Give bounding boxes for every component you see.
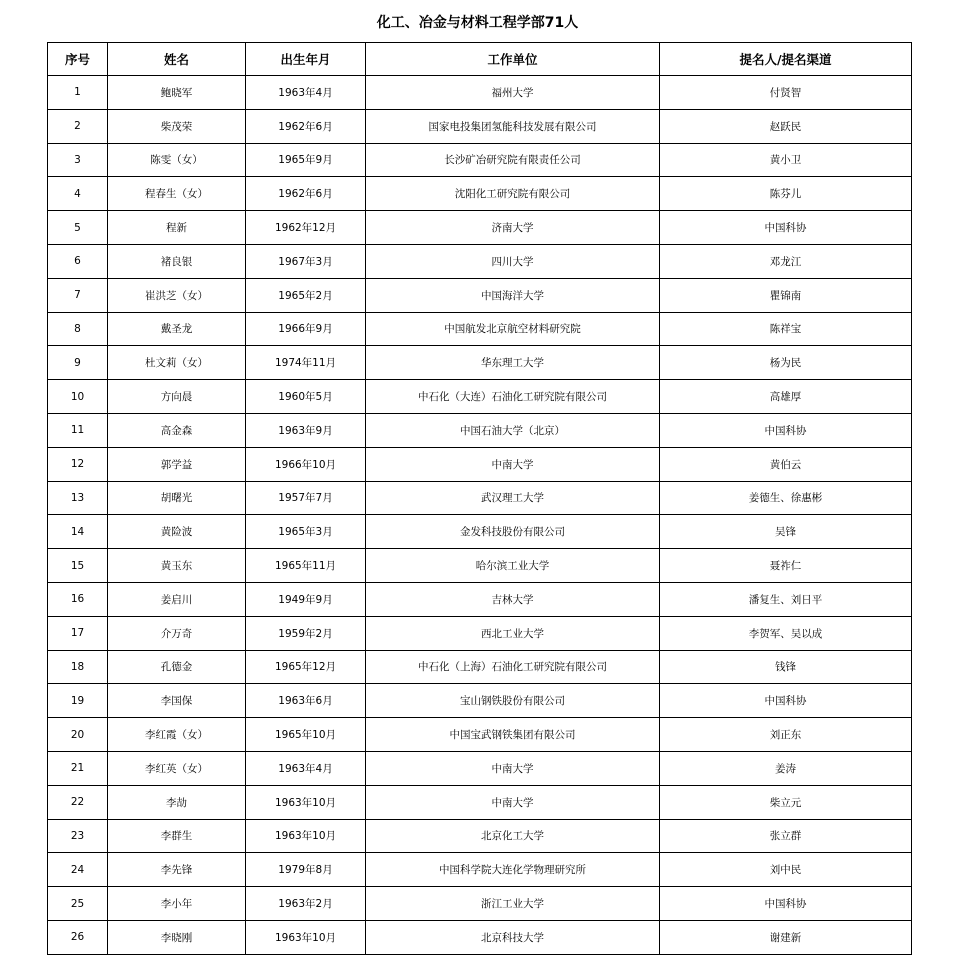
cell-no: 6 [48, 244, 108, 278]
table-row [48, 380, 912, 414]
cell-birth: 1965年12月 [246, 650, 366, 684]
cell-nominator: 张立群 [660, 819, 912, 853]
cell-unit: 四川大学 [366, 244, 660, 278]
table-row [48, 616, 912, 650]
cell-no: 10 [48, 380, 108, 414]
header-unit: 工作单位 [366, 43, 660, 76]
cell-birth: 1957年7月 [246, 481, 366, 515]
cell-unit: 中国石油大学（北京） [366, 413, 660, 447]
cell-no: 14 [48, 515, 108, 549]
cell-nominator: 刘正东 [660, 718, 912, 752]
table-row [48, 684, 912, 718]
table-row [48, 819, 912, 853]
table-row [48, 853, 912, 887]
cell-name: 姜启川 [108, 582, 246, 616]
table-row [48, 481, 912, 515]
page-title: 化工、冶金与材料工程学部71人 [376, 15, 579, 31]
cell-birth: 1965年11月 [246, 549, 366, 583]
cell-nominator: 中国科协 [660, 413, 912, 447]
table-header-row [48, 43, 912, 76]
cell-unit: 长沙矿冶研究院有限责任公司 [366, 143, 660, 177]
cell-unit: 福州大学 [366, 76, 660, 110]
cell-no: 23 [48, 819, 108, 853]
cell-name: 柴茂荣 [108, 109, 246, 143]
cell-name: 李国保 [108, 684, 246, 718]
cell-birth: 1963年6月 [246, 684, 366, 718]
cell-nominator: 钱锋 [660, 650, 912, 684]
cell-name: 戴圣龙 [108, 312, 246, 346]
cell-no: 2 [48, 109, 108, 143]
cell-nominator: 谢建新 [660, 920, 912, 954]
cell-name: 方向晨 [108, 380, 246, 414]
cell-unit: 中石化（大连）石油化工研究院有限公司 [366, 380, 660, 414]
cell-name: 褚良银 [108, 244, 246, 278]
cell-unit: 中石化（上海）石油化工研究院有限公司 [366, 650, 660, 684]
cell-nominator: 黄伯云 [660, 447, 912, 481]
table-row [48, 785, 912, 819]
cell-nominator: 付贤智 [660, 76, 912, 110]
cell-unit: 北京科技大学 [366, 920, 660, 954]
table-body [48, 76, 912, 955]
cell-no: 7 [48, 278, 108, 312]
cell-nominator: 黄小卫 [660, 143, 912, 177]
cell-birth: 1967年3月 [246, 244, 366, 278]
cell-birth: 1965年9月 [246, 143, 366, 177]
cell-name: 郭学益 [108, 447, 246, 481]
cell-birth: 1963年9月 [246, 413, 366, 447]
cell-name: 李小年 [108, 887, 246, 921]
cell-unit: 中国科学院大连化学物理研究所 [366, 853, 660, 887]
cell-unit: 中国海洋大学 [366, 278, 660, 312]
cell-unit: 哈尔滨工业大学 [366, 549, 660, 583]
cell-nominator: 赵跃民 [660, 109, 912, 143]
cell-no: 11 [48, 413, 108, 447]
table-row [48, 887, 912, 921]
cell-name: 崔洪芝（女） [108, 278, 246, 312]
cell-birth: 1962年12月 [246, 211, 366, 245]
cell-name: 胡曙光 [108, 481, 246, 515]
cell-no: 19 [48, 684, 108, 718]
cell-name: 陈雯（女） [108, 143, 246, 177]
cell-birth: 1963年10月 [246, 819, 366, 853]
cell-no: 25 [48, 887, 108, 921]
cell-unit: 北京化工大学 [366, 819, 660, 853]
cell-no: 20 [48, 718, 108, 752]
cell-no: 17 [48, 616, 108, 650]
cell-nominator: 聂祚仁 [660, 549, 912, 583]
cell-unit: 国家电投集团氢能科技发展有限公司 [366, 109, 660, 143]
cell-nominator: 瞿锦南 [660, 278, 912, 312]
cell-nominator: 中国科协 [660, 684, 912, 718]
table-row [48, 751, 912, 785]
cell-no: 21 [48, 751, 108, 785]
cell-unit: 华东理工大学 [366, 346, 660, 380]
cell-birth: 1962年6月 [246, 177, 366, 211]
table-row [48, 549, 912, 583]
cell-unit: 济南大学 [366, 211, 660, 245]
cell-birth: 1963年2月 [246, 887, 366, 921]
cell-birth: 1963年4月 [246, 76, 366, 110]
cell-no: 18 [48, 650, 108, 684]
cell-birth: 1963年10月 [246, 920, 366, 954]
cell-birth: 1962年6月 [246, 109, 366, 143]
cell-birth: 1963年4月 [246, 751, 366, 785]
cell-name: 程春生（女） [108, 177, 246, 211]
table-row [48, 346, 912, 380]
cell-no: 12 [48, 447, 108, 481]
cell-birth: 1965年2月 [246, 278, 366, 312]
cell-name: 李先锋 [108, 853, 246, 887]
cell-no: 8 [48, 312, 108, 346]
cell-no: 1 [48, 76, 108, 110]
cell-name: 黄玉东 [108, 549, 246, 583]
table-row [48, 312, 912, 346]
cell-nominator: 柴立元 [660, 785, 912, 819]
cell-name: 程新 [108, 211, 246, 245]
table-row [48, 718, 912, 752]
table-row [48, 515, 912, 549]
cell-name: 高金森 [108, 413, 246, 447]
cell-name: 李劼 [108, 785, 246, 819]
cell-birth: 1979年8月 [246, 853, 366, 887]
table-row [48, 278, 912, 312]
cell-name: 李群生 [108, 819, 246, 853]
cell-name: 孔德金 [108, 650, 246, 684]
cell-nominator: 高雄厚 [660, 380, 912, 414]
cell-name: 黄险波 [108, 515, 246, 549]
cell-nominator: 中国科协 [660, 211, 912, 245]
header-nominator: 提名人/提名渠道 [660, 43, 912, 76]
table-row [48, 582, 912, 616]
candidate-table [47, 42, 912, 955]
cell-unit: 浙江工业大学 [366, 887, 660, 921]
cell-nominator: 姜涛 [660, 751, 912, 785]
cell-no: 13 [48, 481, 108, 515]
cell-unit: 中国航发北京航空材料研究院 [366, 312, 660, 346]
cell-name: 介万奇 [108, 616, 246, 650]
cell-name: 鲍晓军 [108, 76, 246, 110]
cell-birth: 1963年10月 [246, 785, 366, 819]
cell-birth: 1965年3月 [246, 515, 366, 549]
table-row [48, 177, 912, 211]
cell-name: 李红英（女） [108, 751, 246, 785]
cell-unit: 中南大学 [366, 447, 660, 481]
cell-unit: 中南大学 [366, 751, 660, 785]
cell-nominator: 邓龙江 [660, 244, 912, 278]
cell-nominator: 吴锋 [660, 515, 912, 549]
cell-no: 15 [48, 549, 108, 583]
cell-no: 24 [48, 853, 108, 887]
header-birth: 出生年月 [246, 43, 366, 76]
cell-no: 9 [48, 346, 108, 380]
table-row [48, 244, 912, 278]
cell-no: 3 [48, 143, 108, 177]
cell-birth: 1974年11月 [246, 346, 366, 380]
cell-unit: 武汉理工大学 [366, 481, 660, 515]
table-row [48, 650, 912, 684]
cell-unit: 中南大学 [366, 785, 660, 819]
table-row [48, 920, 912, 954]
cell-nominator: 刘中民 [660, 853, 912, 887]
cell-nominator: 李贺军、吴以成 [660, 616, 912, 650]
cell-unit: 西北工业大学 [366, 616, 660, 650]
cell-no: 16 [48, 582, 108, 616]
cell-no: 4 [48, 177, 108, 211]
cell-nominator: 陈芬儿 [660, 177, 912, 211]
cell-birth: 1966年10月 [246, 447, 366, 481]
table-row [48, 143, 912, 177]
cell-birth: 1965年10月 [246, 718, 366, 752]
cell-no: 5 [48, 211, 108, 245]
table-row [48, 413, 912, 447]
cell-birth: 1949年9月 [246, 582, 366, 616]
cell-birth: 1959年2月 [246, 616, 366, 650]
cell-name: 李红霞（女） [108, 718, 246, 752]
cell-unit: 沈阳化工研究院有限公司 [366, 177, 660, 211]
cell-nominator: 姜德生、徐惠彬 [660, 481, 912, 515]
table-row [48, 447, 912, 481]
cell-unit: 吉林大学 [366, 582, 660, 616]
table-row [48, 211, 912, 245]
cell-unit: 金发科技股份有限公司 [366, 515, 660, 549]
cell-nominator: 中国科协 [660, 887, 912, 921]
table-row [48, 109, 912, 143]
header-no: 序号 [48, 43, 108, 76]
cell-no: 26 [48, 920, 108, 954]
cell-name: 李晓刚 [108, 920, 246, 954]
cell-name: 杜文莉（女） [108, 346, 246, 380]
cell-no: 22 [48, 785, 108, 819]
cell-nominator: 陈祥宝 [660, 312, 912, 346]
cell-unit: 中国宝武钢铁集团有限公司 [366, 718, 660, 752]
cell-nominator: 杨为民 [660, 346, 912, 380]
table-row [48, 76, 912, 110]
header-name: 姓名 [108, 43, 246, 76]
cell-unit: 宝山钢铁股份有限公司 [366, 684, 660, 718]
cell-nominator: 潘复生、刘日平 [660, 582, 912, 616]
cell-birth: 1966年9月 [246, 312, 366, 346]
cell-birth: 1960年5月 [246, 380, 366, 414]
